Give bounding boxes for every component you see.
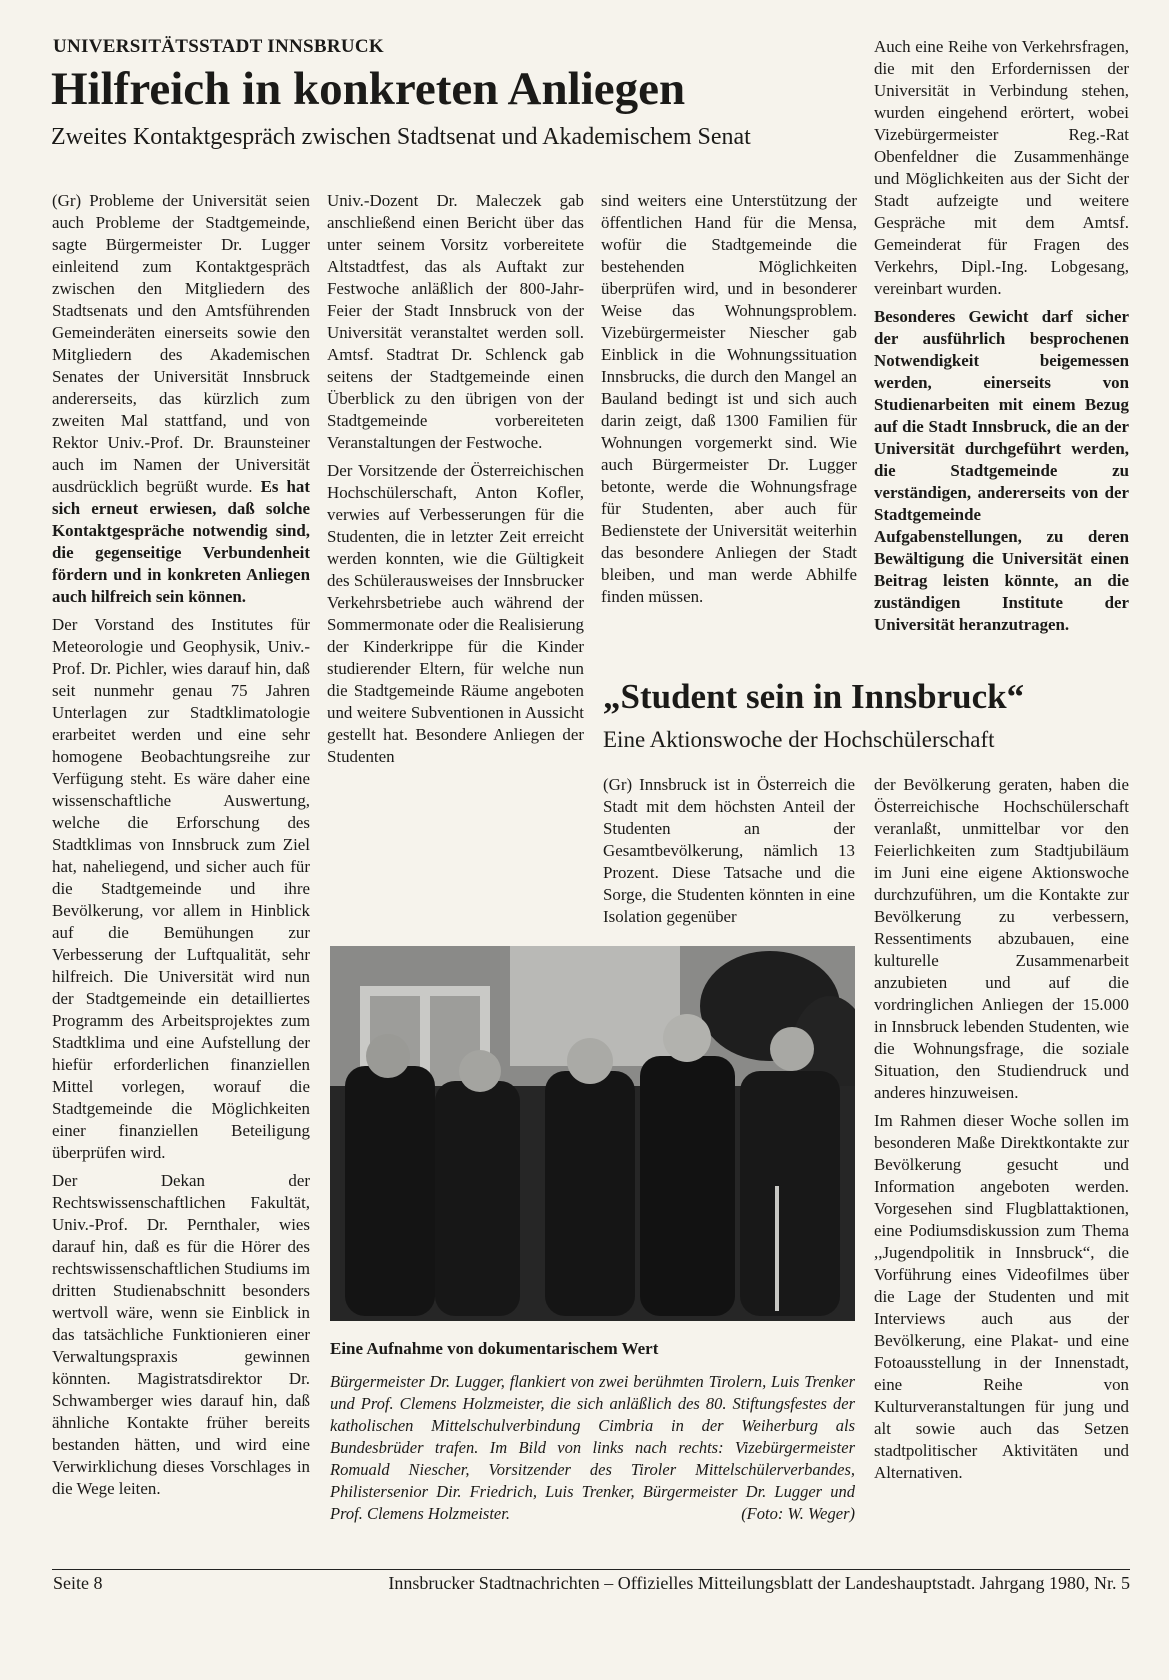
paragraph: Im Rahmen dieser Woche sollen im besonderen Maße Direktkontakte zur Bevölkerung gesucht und Information angeboten werden. Vorgesehen sind Flugblattaktionen, eine Podiumsdiskussion zum Thema ,,Jugendpolitik in Innsbruck“, die Vorführung eines Videofilmes über die Lage der Studenten und mit Interviews auch aus der Bevölkerung, eine Plakat- und eine Fotoausstellung in der Innenstadt, eine Reihe von Kulturveranstaltungen für jung und alt sowie auch das Setzen stadtpolitischer Aktivitäten und Alternativen. — [874, 1111, 1129, 1482]
section-kicker: UNIVERSITÄTSSTADT INNSBRUCK — [53, 36, 385, 57]
group-photo — [330, 946, 855, 1321]
paragraph: Der Dekan der Rechtswissenschaftlichen Fakultät, Univ.-Prof. Dr. Pernthaler, wies darauf hin, daß es für die Hörer des rechtswissenschaftlichen Studiums im dritten Studienabschnitt besonders wertvoll wäre, wenn sie Einblick in das tatsächliche Funktionieren einer Verwaltungspraxis gewinnen könnten. Magistratsdirektor Dr. Schwamberger wies darauf hin, daß ähnliche Kontakte früher bereits bestanden hätten, und wird eine Verwirklichung dieses Vorschlages in die Wege leiten. — [52, 1171, 311, 1498]
article-headline: Hilfreich in konkreten Anliegen — [51, 63, 686, 115]
highlight-text: Es hat sich erneut erwiesen, daß solche Kontaktgespräche notwendig sind, die gegenseitige Verbundenheit fördern und in konkreten Anliegen auch hilfreich sein können. — [52, 477, 310, 606]
page-number: Seite 8 — [53, 1573, 103, 1593]
article-column-2 — [327, 190, 584, 768]
paragraph: sind weiters eine Unterstützung der öffentlichen Hand für die Mensa, wofür die Stadtgemeinde die bestehenden Möglichkeiten überprüfen wird, und in besonderer Weise das Wohnungsproblem. Vizebürgermeister Niescher gab Einblick in die Wohnungssituation Innsbrucks, die durch den Mangel an Bauland bedingt ist und sich auch darin zeigt, daß 1300 Familien für Wohnungen vorgemerkt sind. Wie auch Bürgermeister Dr. Lugger betonte, werde die Wohnungsfrage für Studenten, aber auch für Bedienstete der Universität weiterhin das besondere Anliegen der Stadt bleiben, und man werde Abhilfe finden müssen. — [601, 191, 857, 606]
paragraph: Univ.-Dozent Dr. Maleczek gab anschließend einen Bericht über das unter seinem Vorsitz vorbereitete Altstadtfest, das als Auftakt zur Festwoche anläßlich der 800-Jahr-Feier der Stadt Innsbruck von der Universität veranstaltet werden soll. Amtsf. Stadtrat Dr. Schlenck gab seitens der Stadtgemeinde einen Überblick zu den übrigen von der Stadtgemeinde vorbereiteten Veranstaltungen der Festwoche. — [327, 191, 584, 452]
article-column-4 — [874, 36, 1129, 636]
publication-info: Innsbrucker Stadtnachrichten – Offizielles Mitteilungsblatt der Landeshauptstadt. Jahrgang 1980, Nr. 5 — [388, 1573, 1130, 1593]
article-column-1 — [52, 190, 310, 1500]
paragraph — [52, 190, 310, 608]
photo-caption-text: Bürgermeister Dr. Lugger, flankiert von zwei berühmten Tirolern, Luis Trenker und Prof. Clemens Holzmeister, die sich anläßlich des 80. Stiftungsfestes der katholischen Mittelschulverbindung Cimbria in der Weiherburg als Bundesbrüder trafen. Im Bild von links nach rechts: Vizebürgermeister Romuald Niescher, Vorsitzender des Tiroler Mittelschülerverbandes, Philistersenior Dir. Friedrich, Luis Trenker, Bürgermeister Dr. Lugger und Prof. Clemens Holzmeister. — [330, 1372, 855, 1523]
second-article-headline: „Student sein in Innsbruck“ — [603, 677, 1025, 716]
photo-caption — [330, 1371, 855, 1525]
paragraph: der Bevölkerung geraten, haben die Österreichische Hochschülerschaft veranlaßt, unmittelbar vor den Feierlichkeiten zum Stadtjubiläum im Juni eine eigene Aktionswoche durchzuführen, um die Kontakte zur Bevölkerung zu verbessern, Ressentiments abzubauen, eine kulturelle Zusammenarbeit anzubieten und auf die vordringlichen Anliegen der 15.000 in Innsbruck lebenden Studenten, wie die Wohnungsfrage, die soziale Situation, den Studiendruck und anderes hinzuweisen. — [874, 775, 1129, 1102]
group-photo-illustration — [330, 946, 855, 1321]
article-subheadline: Zweites Kontaktgespräch zwischen Stadtsenat und Akademischem Senat — [51, 124, 751, 150]
second-article-subheadline: Eine Aktionswoche der Hochschülerschaft — [603, 727, 995, 752]
paragraph: Der Vorstand des Institutes für Meteorologie und Geophysik, Univ.-Prof. Dr. Pichler, wies darauf hin, daß seit nunmehr genau 75 Jahren Unterlagen zur Stadtklimatologie erarbeitet werden und eine sehr homogene Beobachtungsreihe zur Verfügung steht. Es wäre daher eine wissenschaftliche Auswertung, welche die Erforschung des Stadtklimas von Innsbruck zum Ziel hat, naheliegend, und sicher auch für die Stadtgemeinde und ihre Bevölkerung, vor allem in Hinblick auf die Bemühungen zur Verbesserung der Luftqualität, sehr hilfreich. Die Universität wird nun der Stadtgemeinde ein detailliertes Programm des Arbeitsprojektes zum Stadtklima und eine Aufstellung der hiefür erforderlichen finanziellen Mittel vorlegen, worauf die Stadtgemeinde die Möglichkeiten einer finanziellen Beteiligung überprüfen wird. — [52, 615, 310, 1162]
paragraph: Der Vorsitzende der Österreichischen Hochschülerschaft, Anton Kofler, verwies auf Verbesserungen für die Studenten, die in letzter Zeit erreicht werden konnten, wie die Gültigkeit des Schülerausweises der Innsbrucker Verkehrsbetriebe auch während der Sommermonate oder die Realisierung der Kinderkrippe für die Kinder studierender Eltern, für welche nun die Stadtgemeinde Räume angeboten und weitere Subventionen in Aussicht gestellt hat. Besondere Anliegen der Studenten — [327, 461, 584, 766]
photo-credit: (Foto: W. Weger) — [741, 1504, 855, 1523]
footer-divider — [52, 1569, 1130, 1570]
photo-caption-title: Eine Aufnahme von dokumentarischem Wert — [330, 1339, 659, 1358]
second-article-column-1 — [603, 774, 855, 928]
paragraph-text: (Gr) Probleme der Universität seien auch Probleme der Stadtgemeinde, sagte Bürgermeister Dr. Lugger einleitend zum Kontaktgespräch zwischen den Mitgliedern des Stadtsenats und den Amtsführenden Gemeinderäten einerseits sowie den Mitgliedern des Akademischen Senates der Universität Innsbruck andererseits, das kürzlich zum zweiten Mal stattfand, und von Rektor Univ.-Prof. Dr. Braunsteiner auch im Namen der Universität ausdrücklich begrüßt wurde. — [52, 191, 310, 496]
article-column-3 — [601, 190, 857, 608]
paragraph: (Gr) Innsbruck ist in Österreich die Stadt mit dem höchsten Anteil der Studenten an der Gesamtbevölkerung, nämlich 13 Prozent. Diese Tatsache und die Sorge, die Studenten könnten in eine Isolation gegenüber — [603, 775, 855, 926]
second-article-column-2 — [874, 774, 1129, 1484]
paragraph: Auch eine Reihe von Verkehrsfragen, die mit den Erfordernissen der Universität in Verbindung stehen, wurden eingehend erörtert, wobei Vizebürgermeister Reg.-Rat Obenfeldner die Zusammenhänge und Möglichkeiten aus der Sicht der Stadt aufzeigte und weitere Gespräche mit dem Amtsf. Gemeinderat für Fragen des Verkehrs, Dipl.-Ing. Lobgesang, vereinbart wurden. — [874, 37, 1129, 298]
highlight-paragraph: Besonderes Gewicht darf sicher der ausführlich besprochenen Notwendigkeit beigemessen werden, einerseits von Studienarbeiten mit einem Bezug auf die Stadt Innsbruck, die an der Universität durchgeführt werden, die Stadtgemeinde zu verständigen, andererseits von der Stadtgemeinde Aufgabenstellungen, zu deren Bewältigung die Universität einen Beitrag leisten könnte, an die zuständigen Institute der Universität heranzutragen. — [874, 307, 1129, 634]
